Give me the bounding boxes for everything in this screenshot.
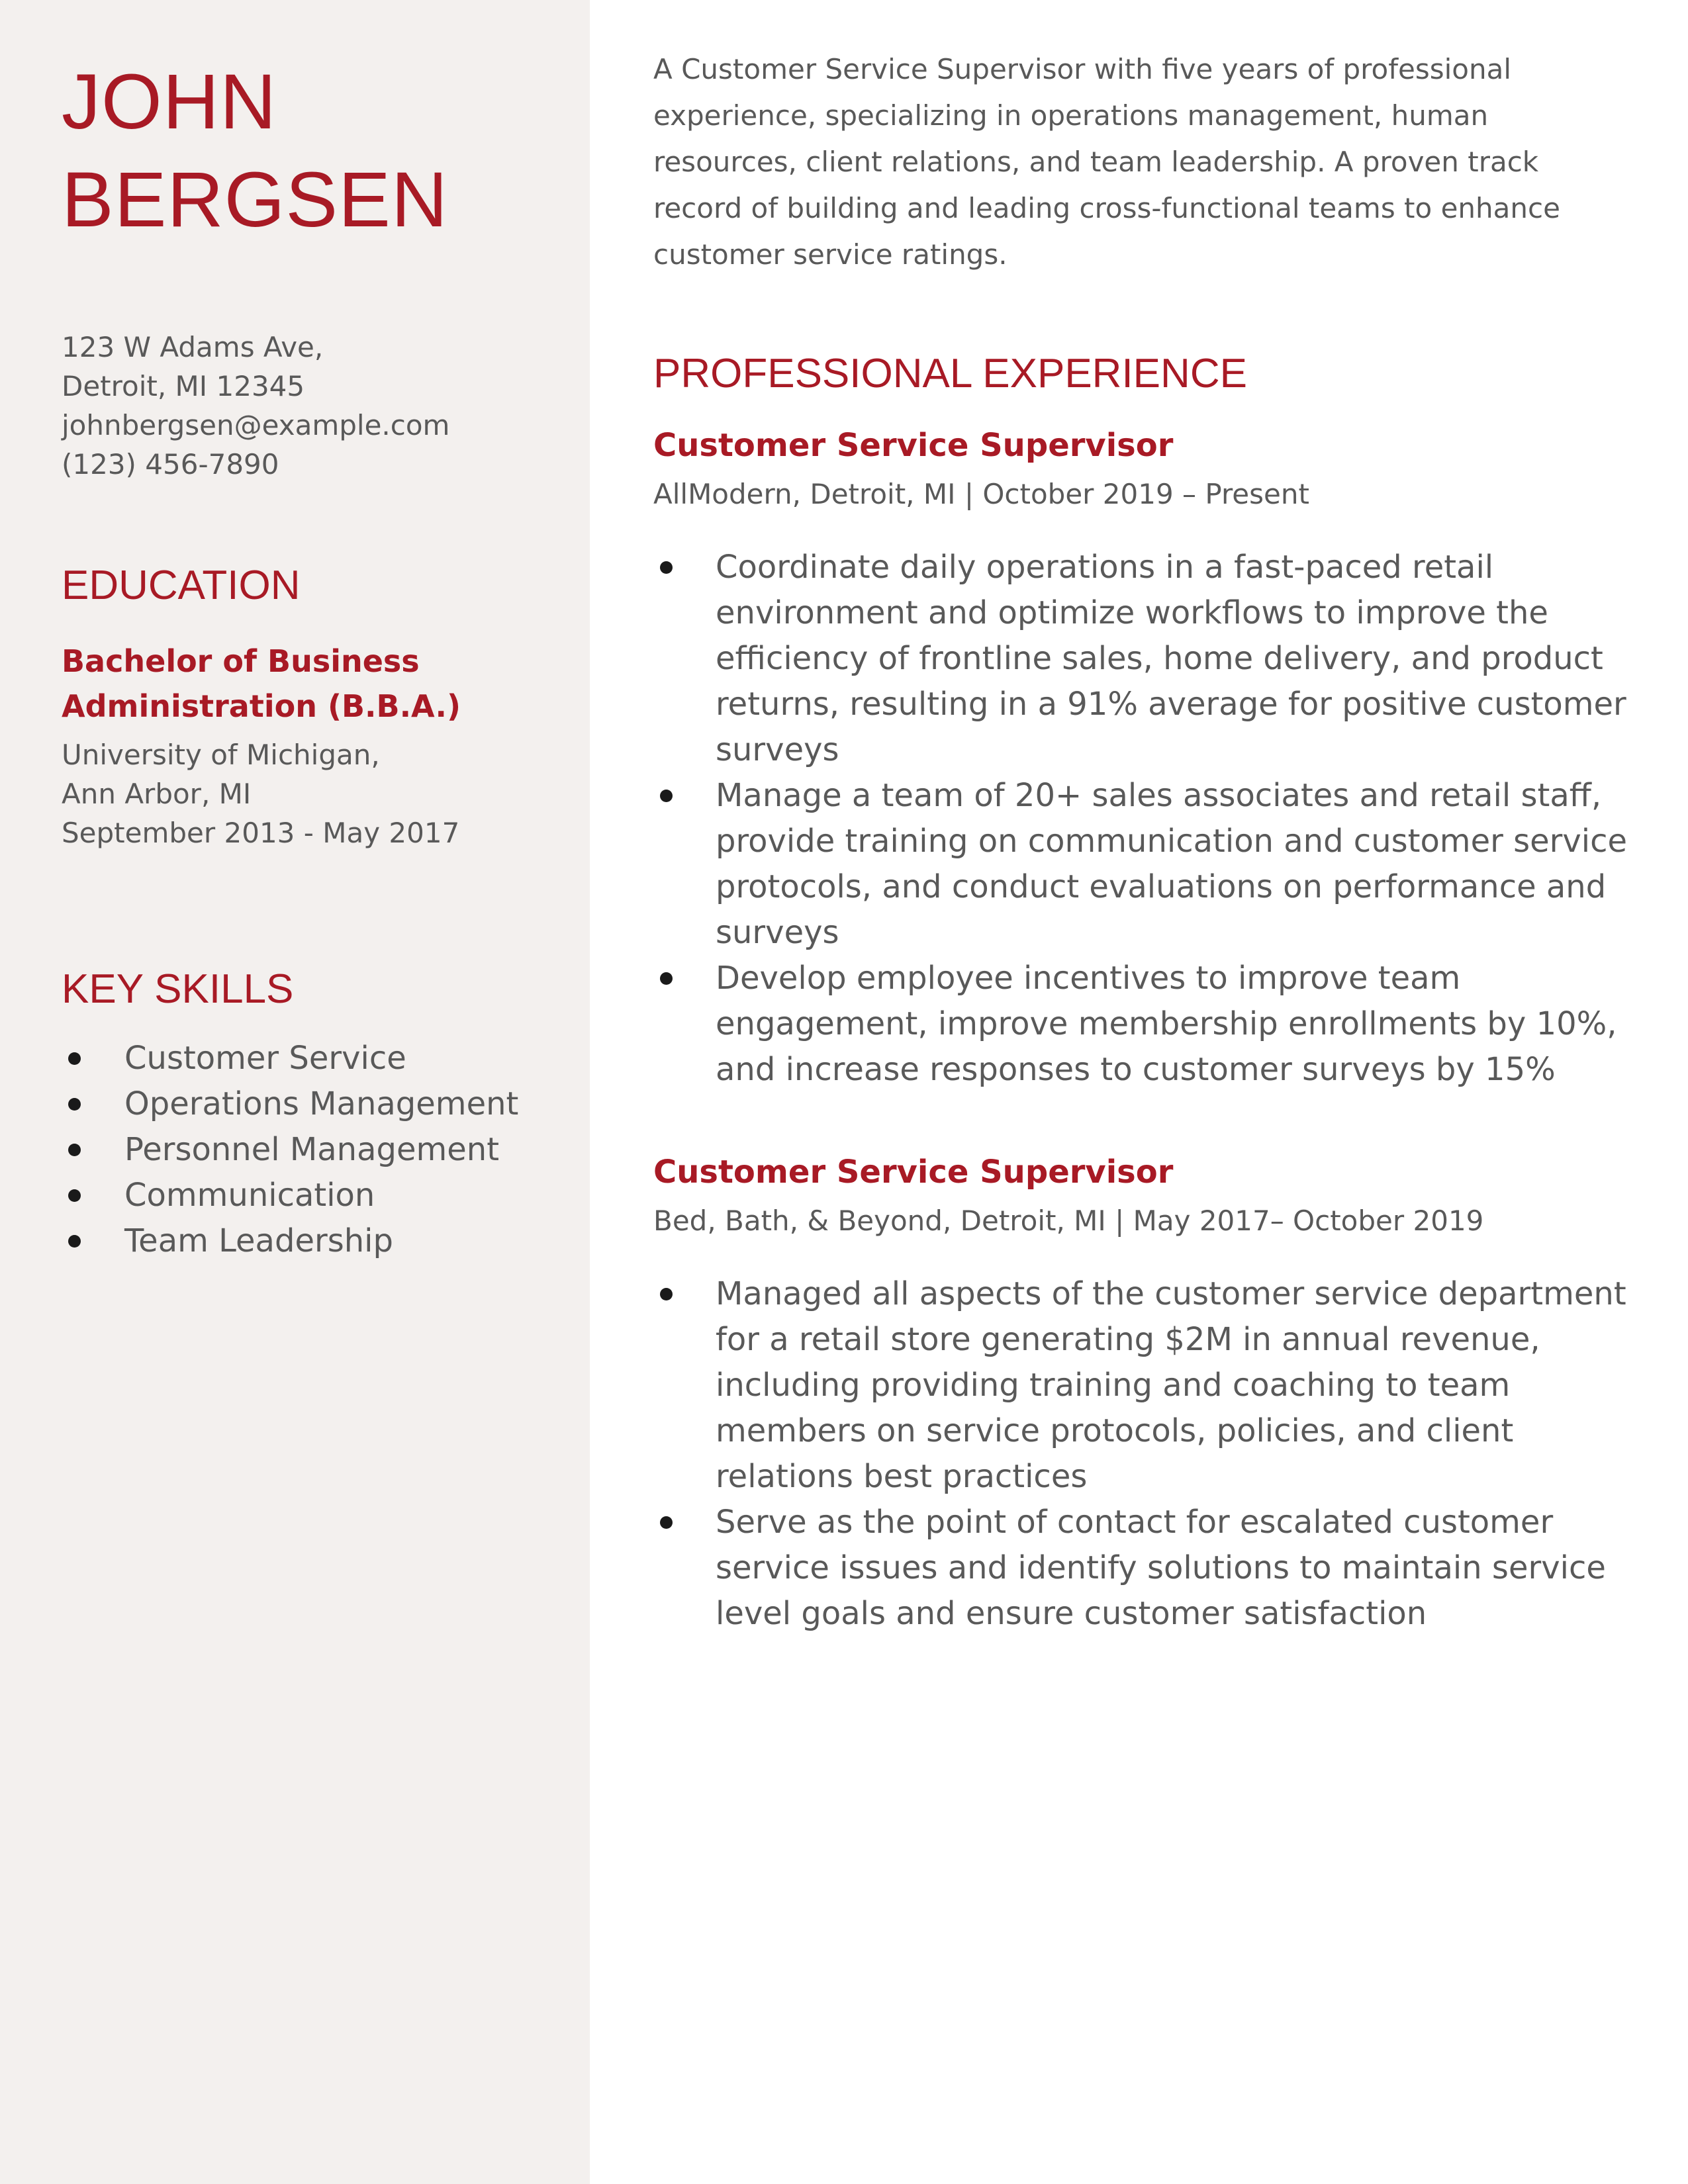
school-info <box>62 735 590 852</box>
job-title: Customer Service Supervisor <box>653 427 1174 464</box>
phone: (123) 456-7890 <box>62 448 279 480</box>
last-name: BERGSEN <box>62 156 449 244</box>
sidebar <box>0 0 590 2184</box>
education-dates: September 2013 - May 2017 <box>62 817 460 849</box>
degree: Bachelor of Business Administration (B.B.A.) <box>62 643 461 724</box>
experience-section <box>653 347 1633 1637</box>
skill-item: Personnel Management <box>62 1127 518 1173</box>
school-name: University of Michigan, <box>62 739 380 771</box>
address-line-1: 123 W Adams Ave, <box>62 331 324 363</box>
skill-list <box>62 1036 518 1264</box>
job-bullet: Coordinate daily operations in a fast-paced retail environment and optimize workflows to improve the efficiency of frontline sales, home delivery, and product returns, resulting in a 91% average for positive customer surveys <box>653 545 1633 773</box>
skill-item: Communication <box>62 1173 518 1218</box>
professional-summary: A Customer Service Supervisor with five years of professional experience, specializing in operations management, human resources, client relations, and team leadership. A proven track record of building and leading cross-functional teams to enhance customer service ratings. <box>653 53 1560 271</box>
job-bullet: Develop employee incentives to improve team engagement, improve membership enrollments by 10%, and increase responses to customer surveys by 15% <box>653 956 1633 1093</box>
email: johnbergsen@example.com <box>62 409 450 441</box>
contact-info <box>62 328 449 484</box>
job-bullets <box>653 1271 1633 1637</box>
job-bullet: Serve as the point of contact for escalated customer service issues and identify solutions to maintain service level goals and ensure customer satisfaction <box>653 1500 1633 1637</box>
job-bullets <box>653 545 1633 1093</box>
skill-item: Operations Management <box>62 1081 518 1127</box>
job-title: Customer Service Supervisor <box>653 1154 1174 1191</box>
skills-heading: KEY SKILLS <box>62 966 294 1012</box>
education-section <box>62 559 590 852</box>
first-name: JOHN <box>62 58 277 146</box>
job-entry <box>653 1151 1633 1637</box>
job-bullet: Managed all aspects of the customer service department for a retail store generating $2M in annual revenue, including providing training and coaching to team members on service protocols, policies, and client relations best practices <box>653 1271 1633 1500</box>
candidate-name <box>62 53 448 249</box>
experience-heading: PROFESSIONAL EXPERIENCE <box>653 351 1247 396</box>
skill-item: Customer Service <box>62 1036 518 1081</box>
skills-section <box>62 963 518 1264</box>
address-line-2: Detroit, MI 12345 <box>62 370 305 402</box>
job-bullet: Manage a team of 20+ sales associates and retail staff, provide training on communication and customer service protocols, and conduct evaluations on performance and surveys <box>653 773 1633 956</box>
job-meta: Bed, Bath, & Beyond, Detroit, MI | May 2017– October 2019 <box>653 1205 1484 1237</box>
job-entry <box>653 424 1633 1093</box>
school-location: Ann Arbor, MI <box>62 778 252 810</box>
skill-item: Team Leadership <box>62 1218 518 1264</box>
job-meta: AllModern, Detroit, MI | October 2019 – Present <box>653 478 1309 510</box>
education-heading: EDUCATION <box>62 563 301 608</box>
